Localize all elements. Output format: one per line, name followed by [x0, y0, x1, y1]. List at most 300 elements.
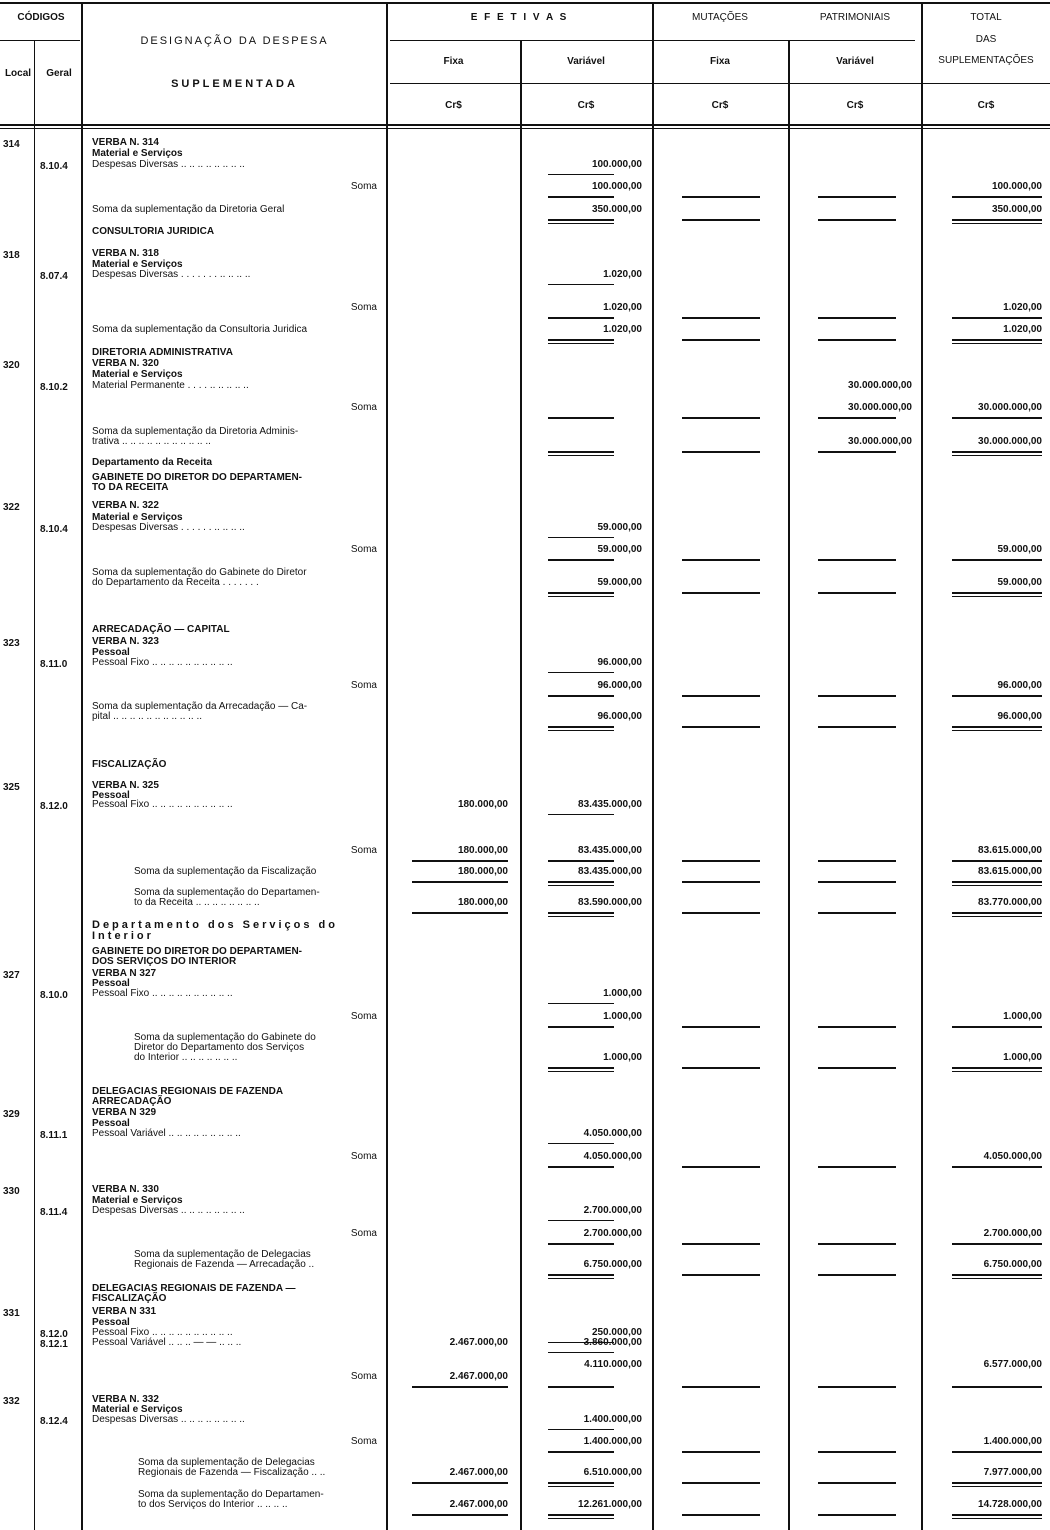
sum-rule	[548, 1243, 614, 1245]
amount-total: 59.000,00	[997, 577, 1042, 588]
sum-rule	[952, 339, 1042, 341]
header-mutacoes-variavel: Variável	[836, 56, 874, 67]
sum-rule	[548, 1482, 614, 1484]
sum-rule	[682, 726, 760, 728]
code-geral: 8.07.4	[40, 271, 68, 282]
header-efetivas-variavel: Variável	[567, 56, 605, 67]
description-line: Soma da suplementação de Delegacias	[134, 1249, 311, 1260]
sum-rule	[952, 451, 1042, 453]
subtotal-rule	[548, 174, 614, 175]
sum-rule	[952, 559, 1042, 561]
sum-rule	[952, 223, 1042, 224]
sum-rule	[682, 1451, 760, 1453]
code-local: 332	[3, 1396, 20, 1407]
description-line: Despesas Diversas .. .. .. .. .. .. .. ..	[92, 1414, 245, 1425]
amount-total: 7.977.000,00	[983, 1467, 1042, 1478]
description-line: DIRETORIA ADMINISTRATIVA	[92, 347, 233, 358]
sum-rule	[818, 451, 896, 453]
description-line: VERBA N. 332	[92, 1394, 159, 1405]
sum-rule	[412, 1386, 508, 1388]
amount-ef-var: 1.400.000,00	[583, 1414, 642, 1425]
sum-rule	[548, 196, 614, 198]
description-line: Pessoal Variável .. .. .. — — .. .. ..	[92, 1337, 242, 1348]
sum-rule	[548, 451, 614, 453]
header-das: DAS	[975, 34, 997, 45]
description-line: Soma	[350, 1371, 377, 1382]
currency-label: Cr$	[846, 100, 864, 111]
sum-rule	[412, 881, 508, 883]
description-line: Pessoal	[92, 978, 130, 989]
amount-ef-var: 1.000,00	[603, 988, 642, 999]
code-geral: 8.11.0	[40, 659, 68, 670]
sum-rule	[952, 912, 1042, 914]
header-codigos: CÓDIGOS	[17, 12, 65, 23]
description-line: Soma da suplementação da Arrecadação — Ca-	[92, 701, 308, 712]
amount-ef-var: 6.750.000,00	[583, 1259, 642, 1270]
description-line: VERBA N. 318	[92, 248, 159, 259]
amount-ef-fixa: 180.000,00	[457, 897, 508, 908]
table-row	[0, 1307, 1050, 1317]
amount-ef-var: 1.020,00	[603, 269, 642, 280]
amount-mu-var: 30.000.000,00	[848, 402, 912, 413]
sum-rule	[548, 1518, 614, 1519]
header-designacao: DESIGNAÇÃO DA DESPESA	[140, 35, 329, 47]
description-line: Pessoal Fixo .. .. .. .. .. .. .. .. .. ..	[92, 657, 233, 668]
code-local: 331	[3, 1308, 20, 1319]
description-line: do Interior .. .. .. .. .. .. ..	[134, 1052, 238, 1063]
sum-rule	[818, 196, 896, 198]
sum-rule	[412, 1514, 508, 1516]
description-line: Pessoal Variável .. .. .. .. .. .. .. .. ..	[92, 1128, 241, 1139]
code-local: 323	[3, 638, 20, 649]
table-row	[0, 1108, 1050, 1118]
description-line: Departamento da Receita	[92, 457, 213, 468]
sum-rule	[548, 730, 614, 731]
sum-rule	[952, 1274, 1042, 1276]
amount-ef-var: 350.000,00	[591, 204, 642, 215]
amount-total: 6.750.000,00	[983, 1259, 1042, 1270]
header-efetivas: E F E T I V A S	[470, 12, 569, 23]
header-mutacoes: MUTAÇÕES	[692, 12, 748, 23]
code-geral: 8.11.4	[40, 1207, 68, 1218]
sum-rule	[548, 455, 614, 456]
sum-rule	[952, 1026, 1042, 1028]
sum-rule	[548, 592, 614, 594]
sum-rule	[548, 881, 614, 883]
sum-rule	[952, 1071, 1042, 1072]
sum-rule	[682, 592, 760, 594]
sum-rule	[818, 1274, 896, 1276]
amount-ef-var: 12.261.000,00	[578, 1499, 642, 1510]
sum-rule	[548, 219, 614, 221]
sum-rule	[682, 1274, 760, 1276]
sum-rule	[952, 1067, 1042, 1069]
description-line: Soma	[350, 680, 377, 691]
subtotal-rule	[548, 1003, 614, 1004]
header-local: Local	[4, 68, 32, 79]
amount-total: 83.615.000,00	[978, 866, 1042, 877]
amount-ef-fixa: 180.000,00	[457, 799, 508, 810]
description-line: Soma da suplementação da Fiscalização	[134, 866, 317, 877]
currency-label: Cr$	[577, 100, 595, 111]
subtotal-rule	[548, 672, 614, 673]
description-line: VERBA N. 325	[92, 780, 159, 791]
amount-ef-var: 96.000,00	[597, 711, 642, 722]
description-line: trativa .. .. .. .. .. .. .. .. .. .. ..	[92, 436, 211, 447]
subtotal-rule	[548, 1143, 614, 1144]
description-line: Despesas Diversas .. .. .. .. .. .. .. ..	[92, 1205, 245, 1216]
description-line: Soma	[350, 1011, 377, 1022]
header-suplementada: SUPLEMENTADA	[171, 78, 298, 90]
amount-ef-var: 1.400.000,00	[583, 1436, 642, 1447]
amount-ef-var: 96.000,00	[597, 680, 642, 691]
amount-ef-var: 59.000,00	[597, 522, 642, 533]
code-geral: 8.10.0	[40, 990, 68, 1001]
header-total: TOTAL	[970, 12, 1002, 23]
amount-ef-var: 96.000,00	[597, 657, 642, 668]
description-line: Soma da suplementação do Gabinete do	[134, 1032, 316, 1043]
description-line: CONSULTORIA JURIDICA	[92, 226, 215, 237]
amount-ef-fixa: 2.467.000,00	[449, 1467, 508, 1478]
sum-rule	[548, 916, 614, 917]
amount-ef-var: 83.435.000,00	[578, 799, 642, 810]
sum-rule	[682, 219, 760, 221]
description-line: Material Permanente . . . . .. .. .. .. ..	[92, 380, 249, 391]
description-line: Material e Serviços	[92, 1195, 183, 1206]
subtotal-rule	[548, 1352, 614, 1353]
sum-rule	[548, 1071, 614, 1072]
sum-rule	[818, 417, 896, 419]
sum-rule	[952, 455, 1042, 456]
sum-rule	[682, 1166, 760, 1168]
amount-ef-var: 6.510.000,00	[583, 1467, 642, 1478]
sum-rule	[548, 596, 614, 597]
description-line: ARRECADAÇÃO — CAPITAL	[92, 624, 230, 635]
code-geral: 8.10.4	[40, 161, 68, 172]
sum-rule	[548, 860, 614, 862]
amount-ef-var: 1.020,00	[603, 302, 642, 313]
code-local: 314	[3, 139, 20, 150]
description-line: Despesas Diversas . . . . . . . .. .. .. ..	[92, 269, 251, 280]
sum-rule	[412, 912, 508, 914]
description-line: Soma	[350, 181, 377, 192]
sum-rule	[548, 695, 614, 697]
description-line: VERBA N. 320	[92, 358, 159, 369]
subtotal-rule	[548, 814, 614, 815]
description-line: do Departamento da Receita . . . . . . .	[92, 577, 259, 588]
sum-rule	[952, 596, 1042, 597]
top-border	[0, 2, 1050, 4]
description-line: Soma da suplementação do Departamen-	[138, 1489, 324, 1500]
sum-rule	[548, 343, 614, 344]
sum-rule	[952, 1514, 1042, 1516]
amount-mu-var: 30.000.000,00	[848, 380, 912, 391]
amount-total: 96.000,00	[997, 711, 1042, 722]
header-geral: Geral	[46, 68, 72, 79]
sum-rule	[952, 317, 1042, 319]
amount-total: 350.000,00	[991, 204, 1042, 215]
description-line: Material e Serviços	[92, 369, 183, 380]
description-line: VERBA N. 322	[92, 500, 159, 511]
amount-ef-var: 100.000,00	[591, 159, 642, 170]
description-line: TO DA RECEITA	[92, 482, 169, 493]
currency-label: Cr$	[445, 100, 462, 111]
subtotal-rule	[548, 537, 614, 538]
description-line: Pessoal	[92, 790, 130, 801]
sum-rule	[952, 1386, 1042, 1388]
amount-ef-var: 3.860.000,00	[583, 1337, 642, 1348]
code-geral: 8.12.0	[40, 1329, 68, 1340]
sum-rule	[952, 1518, 1042, 1519]
amount-ef-var: 2.700.000,00	[583, 1228, 642, 1239]
sum-rule	[952, 885, 1042, 886]
code-local: 322	[3, 502, 20, 513]
sum-rule	[682, 317, 760, 319]
sum-rule	[548, 559, 614, 561]
sum-rule	[548, 1451, 614, 1453]
subtotal-rule	[548, 1429, 614, 1430]
header-suplementacoes: SUPLEMENTAÇÕES	[938, 55, 1034, 66]
amount-total: 4.050.000,00	[983, 1151, 1042, 1162]
sum-rule	[952, 695, 1042, 697]
sum-rule	[818, 1166, 896, 1168]
description-line: Material e Serviços	[92, 259, 183, 270]
sum-rule	[952, 1482, 1042, 1484]
code-local: 330	[3, 1186, 20, 1197]
sum-rule	[818, 860, 896, 862]
description-line: Pessoal Fixo .. .. .. .. .. .. .. .. .. ..	[92, 1327, 233, 1338]
description-line: GABINETE DO DIRETOR DO DEPARTAMEN-	[92, 946, 303, 957]
sum-rule	[682, 1386, 760, 1388]
sum-rule	[818, 1482, 896, 1484]
description-line: VERBA N 329	[92, 1107, 157, 1118]
description-line: Material e Serviços	[92, 512, 183, 523]
description-line: Soma da suplementação da Diretoria Adminis-	[92, 426, 299, 437]
description-line: Diretor do Departamento dos Serviços	[134, 1042, 305, 1053]
sum-rule	[682, 881, 760, 883]
description-line: VERBA N 327	[92, 968, 157, 979]
amount-ef-var: 83.590.000,00	[578, 897, 642, 908]
description-line: Material e Serviços	[92, 148, 183, 159]
amount-ef-var: 1.000,00	[603, 1052, 642, 1063]
description-line: Regionais de Fazenda — Fiscalização .. ..	[138, 1467, 326, 1478]
amount-ef-fixa: 2.467.000,00	[449, 1499, 508, 1510]
code-geral: 8.12.0	[40, 801, 68, 812]
amount-total: 1.000,00	[1003, 1052, 1042, 1063]
header-mutacoes-fixa: Fixa	[709, 56, 730, 67]
description-line: Interior	[92, 930, 154, 942]
amount-total: 14.728.000,00	[978, 1499, 1042, 1510]
amount-ef-var: 4.050.000,00	[583, 1151, 642, 1162]
amount-ef-var: 2.700.000,00	[583, 1205, 642, 1216]
sum-rule	[548, 726, 614, 728]
description-line: Soma da suplementação da Diretoria Geral	[92, 204, 285, 215]
description-line: Pessoal	[92, 1317, 130, 1328]
description-line: pital .. .. .. .. .. .. .. .. .. .. ..	[92, 711, 203, 722]
sum-rule	[682, 1514, 760, 1516]
description-line: Pessoal	[92, 647, 130, 658]
description-line: Soma da suplementação da Consultoria Juridica	[92, 324, 308, 335]
amount-ef-var: 59.000,00	[597, 577, 642, 588]
amount-total: 1.020,00	[1003, 324, 1042, 335]
sum-rule	[682, 451, 760, 453]
sum-rule	[682, 1482, 760, 1484]
description-line: FISCALIZAÇÃO	[92, 1293, 167, 1304]
sum-rule	[952, 730, 1042, 731]
amount-ef-fixa: 180.000,00	[457, 845, 508, 856]
amount-ef-var: 83.435.000,00	[578, 845, 642, 856]
sum-rule	[818, 1451, 896, 1453]
description-line: Soma da suplementação do Departamen-	[134, 887, 320, 898]
description-line: to da Receita .. .. .. .. .. .. .. ..	[134, 897, 260, 908]
header-bottom-border	[0, 124, 1050, 126]
description-line: Pessoal Fixo .. .. .. .. .. .. .. .. .. ..	[92, 799, 233, 810]
amount-total: 100.000,00	[991, 181, 1042, 192]
sum-rule	[818, 317, 896, 319]
sum-rule	[548, 1386, 614, 1388]
sum-rule	[548, 339, 614, 341]
description-line: VERBA N 331	[92, 1306, 157, 1317]
currency-label: Cr$	[711, 100, 729, 111]
sum-rule	[682, 196, 760, 198]
sum-rule	[412, 860, 508, 862]
code-geral: 8.12.4	[40, 1416, 68, 1427]
sum-rule	[682, 1243, 760, 1245]
amount-ef-var: 100.000,00	[591, 181, 642, 192]
amount-mu-var: 30.000.000,00	[848, 436, 912, 447]
description-line: Regionais de Fazenda — Arrecadação ..	[134, 1259, 315, 1270]
amount-total: 96.000,00	[997, 680, 1042, 691]
amount-ef-fixa: 2.467.000,00	[449, 1371, 508, 1382]
sum-rule	[952, 1451, 1042, 1453]
code-local: 318	[3, 250, 20, 261]
header-efetivas-fixa: Fixa	[443, 56, 464, 67]
description-line: Soma da suplementação do Gabinete do Diretor	[92, 567, 307, 578]
description-line: to dos Serviços do Interior .. .. .. ..	[138, 1499, 288, 1510]
sum-rule	[952, 219, 1042, 221]
amount-total: 83.615.000,00	[978, 845, 1042, 856]
amount-ef-var: 59.000,00	[597, 544, 642, 555]
amount-ef-fixa: 180.000,00	[457, 866, 508, 877]
description-line: Soma da suplementação de Delegacias	[138, 1457, 315, 1468]
description-line: VERBA N. 314	[92, 137, 159, 148]
sum-rule	[952, 1243, 1042, 1245]
sum-rule	[682, 695, 760, 697]
description-line: Soma	[350, 544, 377, 555]
amount-total: 6.577.000,00	[983, 1359, 1042, 1370]
header-bottom-border	[0, 128, 1050, 129]
description-line: Soma	[350, 1228, 377, 1239]
amount-total: 30.000.000,00	[978, 402, 1042, 413]
amount-total: 1.000,00	[1003, 1011, 1042, 1022]
sum-rule	[952, 881, 1042, 883]
description-line: Departamento dos Serviços do	[92, 919, 338, 931]
subtotal-rule	[548, 284, 614, 285]
sum-rule	[548, 885, 614, 886]
sum-rule	[548, 417, 614, 419]
sum-rule	[548, 912, 614, 914]
description-line: FISCALIZAÇÃO	[92, 759, 167, 770]
code-local: 327	[3, 970, 20, 981]
sum-rule	[952, 1166, 1042, 1168]
divider	[390, 83, 1050, 84]
sum-rule	[952, 726, 1042, 728]
amount-total: 83.770.000,00	[978, 897, 1042, 908]
description-line: Soma	[350, 845, 377, 856]
amount-total: 1.400.000,00	[983, 1436, 1042, 1447]
description-line: Despesas Diversas . . . . . . .. .. .. ..	[92, 522, 245, 533]
amount-total: 1.020,00	[1003, 302, 1042, 313]
sum-rule	[682, 417, 760, 419]
header-patrimoniais: PATRIMONIAIS	[819, 12, 891, 23]
currency-label: Cr$	[977, 100, 995, 111]
code-geral: 8.11.1	[40, 1130, 68, 1141]
amount-ef-var: 250.000,00	[591, 1327, 642, 1338]
description-line: VERBA N. 323	[92, 636, 159, 647]
amount-ef-var: 4.110.000,00	[584, 1359, 642, 1370]
sum-rule	[952, 860, 1042, 862]
code-geral: 8.12.1	[40, 1339, 68, 1350]
sum-rule	[548, 1486, 614, 1487]
sum-rule	[818, 219, 896, 221]
sum-rule	[818, 881, 896, 883]
description-line: Soma	[350, 1151, 377, 1162]
description-line: Soma	[350, 402, 377, 413]
description-line: DOS SERVIÇOS DO INTERIOR	[92, 956, 237, 967]
sum-rule	[952, 1486, 1042, 1487]
sum-rule	[818, 1026, 896, 1028]
sum-rule	[818, 1386, 896, 1388]
sum-rule	[952, 916, 1042, 917]
amount-total: 2.700.000,00	[983, 1228, 1042, 1239]
divider	[0, 40, 80, 41]
sum-rule	[952, 196, 1042, 198]
sum-rule	[818, 1514, 896, 1516]
amount-ef-var: 4.050.000,00	[583, 1128, 642, 1139]
description-line: Despesas Diversas .. .. .. .. .. .. .. ..	[92, 159, 245, 170]
description-line: GABINETE DO DIRETOR DO DEPARTAMEN-	[92, 472, 303, 483]
description-line: Soma	[350, 1436, 377, 1447]
subtotal-rule	[548, 1220, 614, 1221]
sum-rule	[952, 1278, 1042, 1279]
table-row	[0, 969, 1050, 979]
description-line: DELEGACIAS REGIONAIS DE FAZENDA	[92, 1086, 284, 1097]
sum-rule	[682, 912, 760, 914]
sum-rule	[548, 1514, 614, 1516]
sum-rule	[548, 317, 614, 319]
code-local: 325	[3, 782, 20, 793]
description-line: Pessoal Fixo .. .. .. .. .. .. .. .. .. ..	[92, 988, 233, 999]
sum-rule	[818, 695, 896, 697]
sum-rule	[952, 417, 1042, 419]
sum-rule	[548, 1166, 614, 1168]
sum-rule	[548, 1067, 614, 1069]
code-geral: 8.10.4	[40, 524, 68, 535]
code-geral: 8.10.2	[40, 382, 68, 393]
description-line: Material e Serviços	[92, 1404, 183, 1415]
amount-total: 59.000,00	[997, 544, 1042, 555]
amount-ef-var: 1.020,00	[603, 324, 642, 335]
amount-ef-var: 83.435.000,00	[578, 866, 642, 877]
amount-ef-var: 1.000,00	[603, 1011, 642, 1022]
amount-total: 30.000.000,00	[978, 436, 1042, 447]
sum-rule	[682, 559, 760, 561]
sum-rule	[818, 726, 896, 728]
sum-rule	[548, 1274, 614, 1276]
sum-rule	[818, 1067, 896, 1069]
sum-rule	[682, 1026, 760, 1028]
sum-rule	[818, 1243, 896, 1245]
